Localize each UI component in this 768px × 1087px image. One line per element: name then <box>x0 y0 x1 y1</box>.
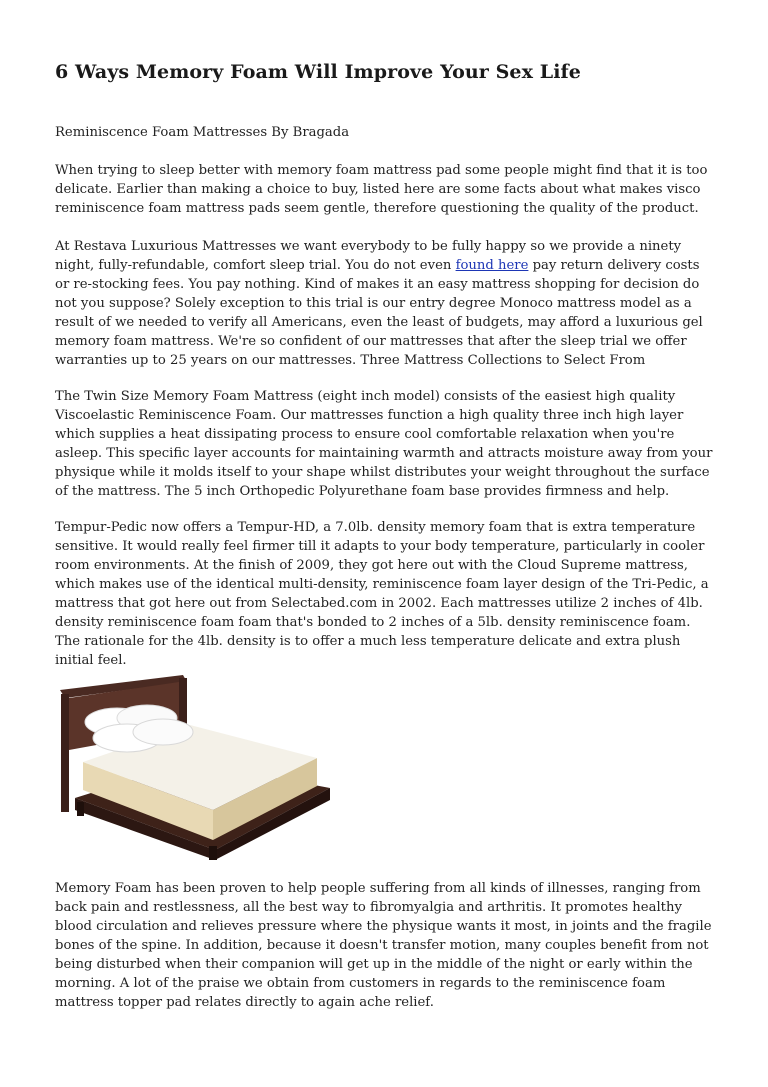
page-title: 6 Ways Memory Foam Will Improve Your Sex Life <box>55 61 581 83</box>
byline: Reminiscence Foam Mattresses By Bragada <box>55 125 350 140</box>
paragraph-4: Tempur-Pedic now offers a Tempur-HD, a 7.0lb. density memory foam that is extra temperature sensitive. It would really feel firmer till it adapts to your body temperature, particularly in cooler room environments. At the finish of 2009, they got here out with the Cloud Supreme mattress, which makes use of the identical multi-density, reminiscence foam layer design of the Tri-Pedic, a mattress that got here out from Selectabed.com in 2002. Each mattresses utilize 2 inches of 4lb. density reminiscence foam foam that's bonded to 2 inches of a 5lb. density reminiscence foam. The rationale for the 4lb. density is to offer a much less temperature delicate and extra plush initial feel. <box>55 520 709 668</box>
paragraph-2 <box>55 237 715 370</box>
bed-image <box>55 670 335 860</box>
paragraph-2-text-a: At Restava Luxurious Mattresses we want everybody to be fully happy so we provide a ninety night, fully-refundable, comfort sleep trial. You do not even <box>55 239 682 273</box>
paragraph-2-text-b: pay return delivery costs or re-stocking fees. You pay nothing. Kind of makes it an easy mattress shopping for decision do not you suppose? Solely exception to this trial is our entry degree Monoco mattress model as a result of we needed to verify all Americans, even the least of budgets, may afford a luxurious gel memory foam mattress. We're so confident of our mattresses that after the sleep trial we offer warranties up to 25 years on our mattresses. Three Mattress Collections to Select From <box>55 258 703 368</box>
paragraph-5: Memory Foam has been proven to help people suffering from all kinds of illnesses, ranging from back pain and restlessness, all the best way to fibromyalgia and arthritis. It promotes healthy blood circulation and relieves pressure where the physique wants it most, in joints and the fragile bones of the spine. In addition, because it doesn't transfer motion, many couples benefit from not being disturbed when their companion will get up in the middle of the night or early within the morning. A lot of the praise we obtain from customers in regards to the reminiscence foam mattress topper pad relates directly to again ache relief. <box>55 881 712 1010</box>
paragraph-1: When trying to sleep better with memory foam mattress pad some people might find that it is too delicate. Earlier than making a choice to buy, listed here are some facts about what makes visco reminiscence foam mattress pads seem gentle, therefore questioning the quality of the product. <box>55 163 708 216</box>
found-here-link[interactable]: found here <box>455 258 529 273</box>
paragraph-3: The Twin Size Memory Foam Mattress (eight inch model) consists of the easiest high quality Viscoelastic Reminiscence Foam. Our mattresses function a high quality three inch high layer which supplies a heat dissipating process to ensure cool comfortable relaxation when you're asleep. This specific layer accounts for maintaining warmth and attracts moisture away from your physique while it molds itself to your shape whilst distributes your weight throughout the surface of the mattress. The 5 inch Orthopedic Polyurethane foam base provides firmness and help. <box>55 389 713 499</box>
